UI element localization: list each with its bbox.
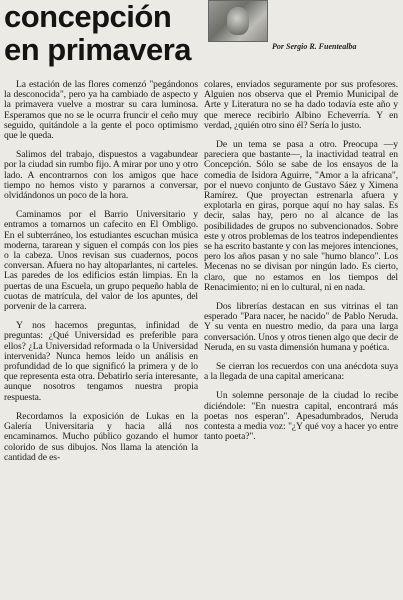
article-headline <box>4 0 191 66</box>
paragraph: La estación de las flores comenzó "pegándonos la desconocida", pero ya ha cambiado de aspecto y la primavera vuelve a mostrar su cara luminosa. Esperamos que no se le ocurra fruncir el ceño muy seguido, quitándole a la gente el poco optimismo que le queda. <box>4 79 198 142</box>
paragraph: Caminamos por el Barrio Universitario y entramos a tomarnos un cafecito en El Ombligo. En el subterráneo, los estudiantes escuchan música moderna, tararean y siguen el compás con los pies o la cabeza. Unos revisan sus cuadernos, pocos conversan. Afuera no hay altoparlantes, ni carteles. Las paredes de los edificios están limpias. En la puertas de una Escuela, un grupo pequeño habla de cuotas de matrícula, del valor de los apuntes, del porvenir de la carrera. <box>4 209 198 313</box>
paragraph: Se cierran los recuerdos con una anécdota suya a la llegada de una capital americana: <box>204 361 398 383</box>
left-column <box>4 80 198 472</box>
paragraph: colares, enviados seguramente por sus profesores. Alguien nos observa que el Premio Municipal de Arte y Literatura no se ha dado todavía este año y que merece recibirlo Albino Echeverría. Y en verdad, ¿quién otro sino él? Sería lo justo. <box>204 79 398 131</box>
right-column <box>204 80 398 452</box>
portrait-face <box>227 7 249 35</box>
paragraph: De un tema se pasa a otro. Preocupa —y pareciera que bastante—, la inactividad teatral en Concepción. Sólo se sabe de los ensayos de la comedia de Isidora Aguirre, "Amor a la africana", por el nuevo conjunto de Gustavo Sáez y Ximena Ramírez. Que proyectan estrenarla afuera y explotarla en giras, porque aquí no hay salas. Es decir, salas hay, pero no al alcance de las posibilidades de grupos no subvencionados. Sobre este y otros problemas de los teatros independientes se ha escrito bastante y con las mejores intenciones, pero los años pasan y no sale "humo blanco". Los Mecenas no se divisan por ningún lado. Es cierto, claro, que no estamos en los tiempos del Renacimiento; ni en lo cultural, ni en nada. <box>204 139 398 293</box>
headline-line-1: concepción <box>4 0 172 34</box>
paragraph: Y nos hacemos preguntas, infinidad de preguntas: ¿Qué Universidad es preferible para ellos? ¿La Universidad reformada o la Universidad intervenida? Nunca hemos leído un análisis en profundidad de lo que significó la primera y de lo que representa esta otra. Debatirlo sería interesante, aunque nosotros tengamos nuestra propia respuesta. <box>4 320 198 403</box>
paragraph: Recordamos la exposición de Lukas en la Galería Universitaria y hacia allá nos encaminamos. Mucho público gozando el humor colorido de sus dibujos. Nos llama la atención la cantidad de es- <box>4 410 198 463</box>
author-byline: Por Sergio R. Fuentealba <box>272 42 357 51</box>
paragraph: Salimos del trabajo, dispuestos a vagabundear por la ciudad sin rumbo fijo. A mirar por uno y otro lado. A encontrarnos con los amigos que hace tiempo no hemos visto y pararnos a conversar, olvidándonos un poco de la hora. <box>4 149 198 202</box>
paragraph: Dos librerías destacan en sus vitrinas el tan esperado "Para nacer, he nacido" de Pablo Neruda. Y su venta en nuestro medio, da para una larga conversación. Unos y otros tienen algo que decir de Neruda, en su vasta dimensión humana y poética. <box>204 301 398 353</box>
author-portrait <box>208 0 268 42</box>
paragraph: Un solemne personaje de la ciudad lo recibe diciéndole: "En nuestra capital, encontrará más poetas nos esperan". Apesadumbrados, Neruda contesta a media voz: "¿Y qué voy a hacer yo entre tanto poeta?". <box>204 390 398 443</box>
headline-line-2: en primavera <box>4 32 191 67</box>
